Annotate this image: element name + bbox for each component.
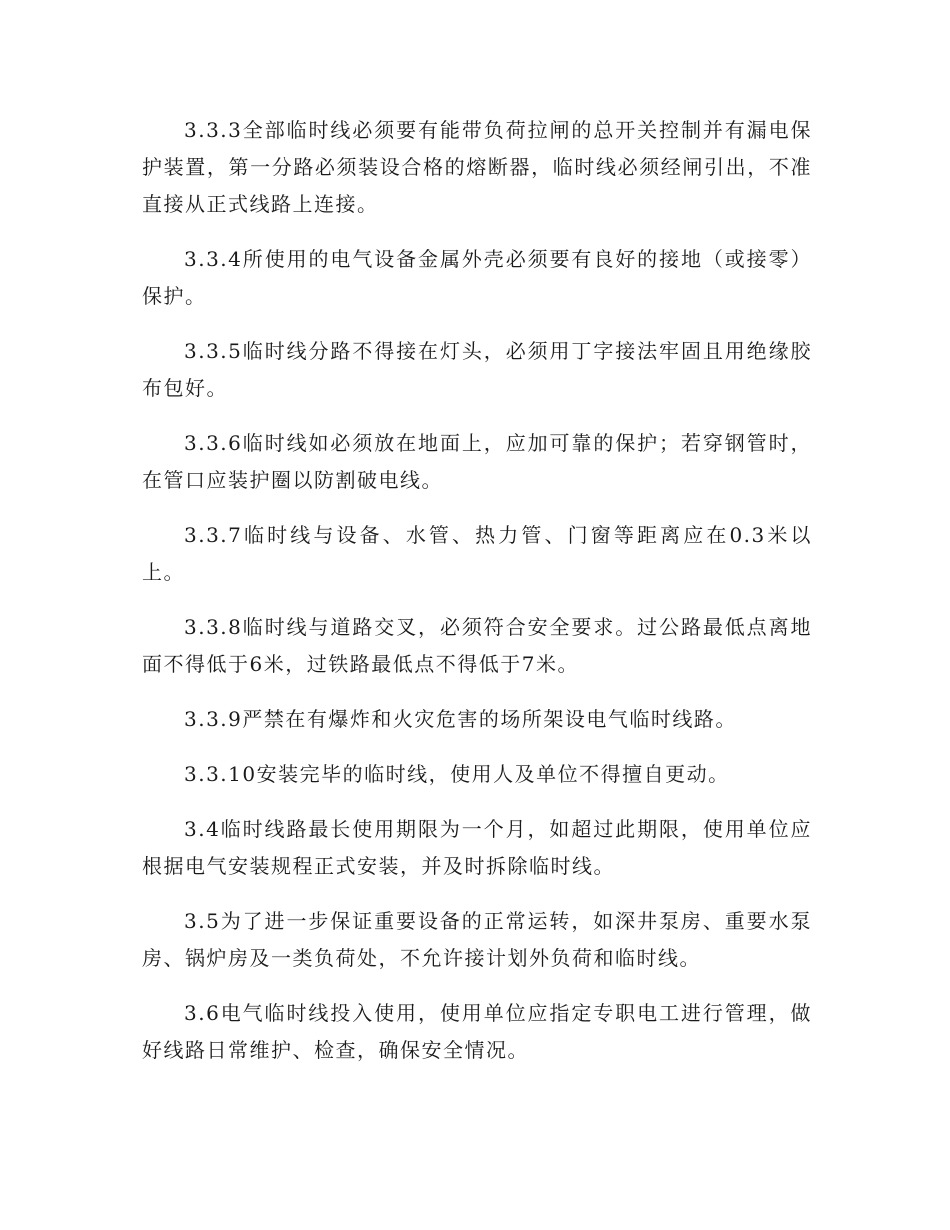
paragraph-3-5: 3.5为了进一步保证重要设备的正常运转，如深井泵房、重要水泵房、锅炉房及一类负荷处，不允许接计划外负荷和临时线。 [142, 909, 812, 970]
document-body [142, 112, 812, 1087]
paragraph-3-3-6: 3.3.6临时线如必须放在地面上，应加可靠的保护；若穿钢管时，在管口应装护圈以防割破电线。 [142, 431, 812, 492]
paragraph-3-3-5: 3.3.5临时线分路不得接在灯头，必须用丁字接法牢固且用绝缘胶布包好。 [142, 339, 812, 400]
paragraph-3-3-3: 3.3.3全部临时线必须要有能带负荷拉闸的总开关控制并有漏电保护装置，第一分路必须装设合格的熔断器，临时线必须经闸引出，不准直接从正式线路上连接。 [142, 118, 812, 216]
paragraph-3-3-7: 3.3.7临时线与设备、水管、热力管、门窗等距离应在0.3米以上。 [142, 523, 812, 584]
paragraph-3-3-10: 3.3.10安装完毕的临时线，使用人及单位不得擅自更动。 [184, 762, 730, 786]
paragraph-3-3-8: 3.3.8临时线与道路交叉，必须符合安全要求。过公路最低点离地面不得低于6米，过铁路最低点不得低于7米。 [142, 615, 812, 676]
paragraph-3-3-4: 3.3.4所使用的电气设备金属外壳必须要有良好的接地（或接零）保护。 [142, 247, 812, 308]
paragraph-3-4: 3.4临时线路最长使用期限为一个月，如超过此期限，使用单位应根据电气安装规程正式安装，并及时拆除临时线。 [142, 817, 812, 878]
paragraph-3-6: 3.6电气临时线投入使用，使用单位应指定专职电工进行管理，做好线路日常维护、检查，确保安全情况。 [142, 1001, 812, 1062]
paragraph-3-3-9: 3.3.9严禁在有爆炸和火灾危害的场所架设电气临时线路。 [184, 707, 737, 731]
